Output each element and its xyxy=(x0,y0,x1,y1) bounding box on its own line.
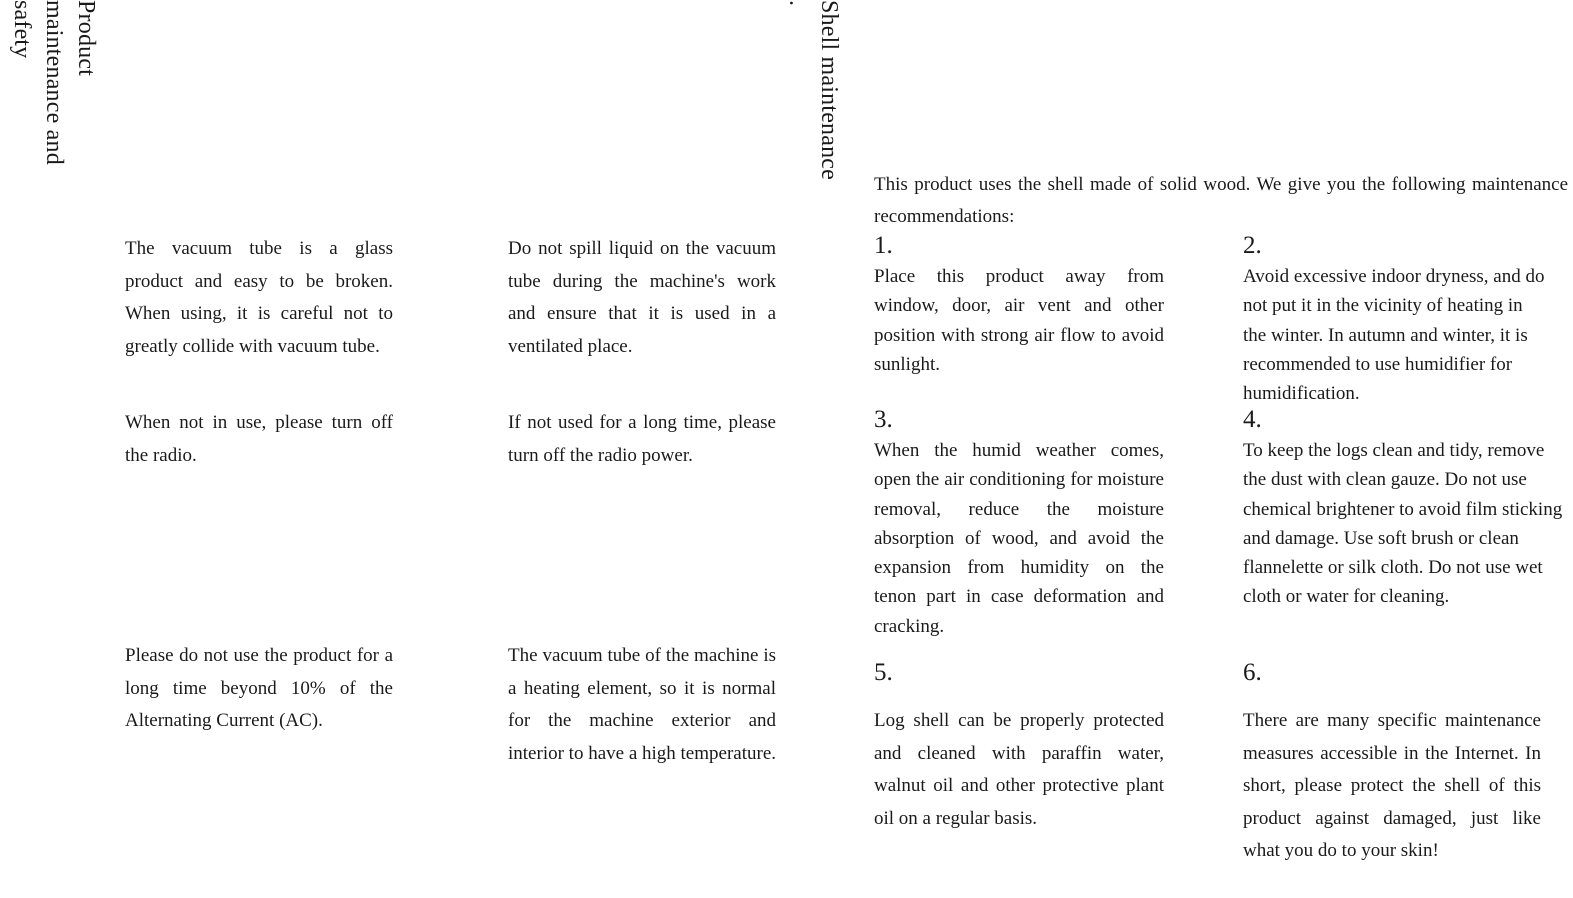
item-text-6: There are many specific maintenance measures accessible in the Internet. In short, please protect the shell of this product against damaged, just like what you do to your skin! xyxy=(1243,710,1541,861)
safety-paragraph-4: Do not spill liquid on the vacuum tube during the machine's work and ensure that it is used in a ventilated place. xyxy=(508,238,776,357)
item-text-3: When the humid weather comes, open the air conditioning for moisture removal, reduce the moisture absorption of wood, and avoid the expansion from humidity on the tenon part in case deformation and cracking. xyxy=(874,440,1164,637)
section-title-product-safety: Product maintenance and safety xyxy=(9,0,99,165)
item-text-4: To keep the logs clean and tidy, remove the dust with clean gauze. Do not use chemical brightener to avoid film sticking and damage. Use soft brush or clean flannelette or silk cloth. Do not use wet cloth or water for cleaning. xyxy=(1243,440,1563,608)
safety-paragraph-5: If not used for a long time, please turn off the radio power. xyxy=(508,412,776,466)
item-number-4: 4. xyxy=(1243,406,1262,433)
shell-intro: This product uses the shell made of solid wood. We give you the following maintenance recommendations: xyxy=(874,174,1568,227)
item-text-5: Log shell can be properly protected and cleaned with paraffin water, walnut oil and other protective plant oil on a regular basis. xyxy=(874,710,1164,829)
item-number-3: 3. xyxy=(874,406,893,433)
safety-paragraph-6: The vacuum tube of the machine is a heating element, so it is normal for the machine exterior and interior to have a high temperature. xyxy=(508,645,777,764)
item-text-1: Place this product away from window, door, air vent and other position with strong air flow to avoid sunlight. xyxy=(874,266,1164,375)
safety-paragraph-2: When not in use, please turn off the radio. xyxy=(125,412,393,466)
item-text-2: Avoid excessive indoor dryness, and do not put it in the vicinity of heating in the winter. In autumn and winter, it is recommended to use humidifier for humidification. xyxy=(1243,266,1545,405)
item-number-5: 5. xyxy=(874,659,893,686)
item-number-2: 2. xyxy=(1243,232,1262,259)
item-number-6: 6. xyxy=(1243,659,1262,686)
safety-paragraph-3: Please do not use the product for a long time beyond 10% of the Alternating Current (AC). xyxy=(125,645,393,731)
safety-paragraph-1: The vacuum tube is a glass product and easy to be broken. When using, it is careful not to greatly collide with vacuum tube. xyxy=(125,238,393,357)
section-title-shell-maintenance: Shell maintenance . xyxy=(784,0,842,181)
item-number-1: 1. xyxy=(874,232,893,259)
